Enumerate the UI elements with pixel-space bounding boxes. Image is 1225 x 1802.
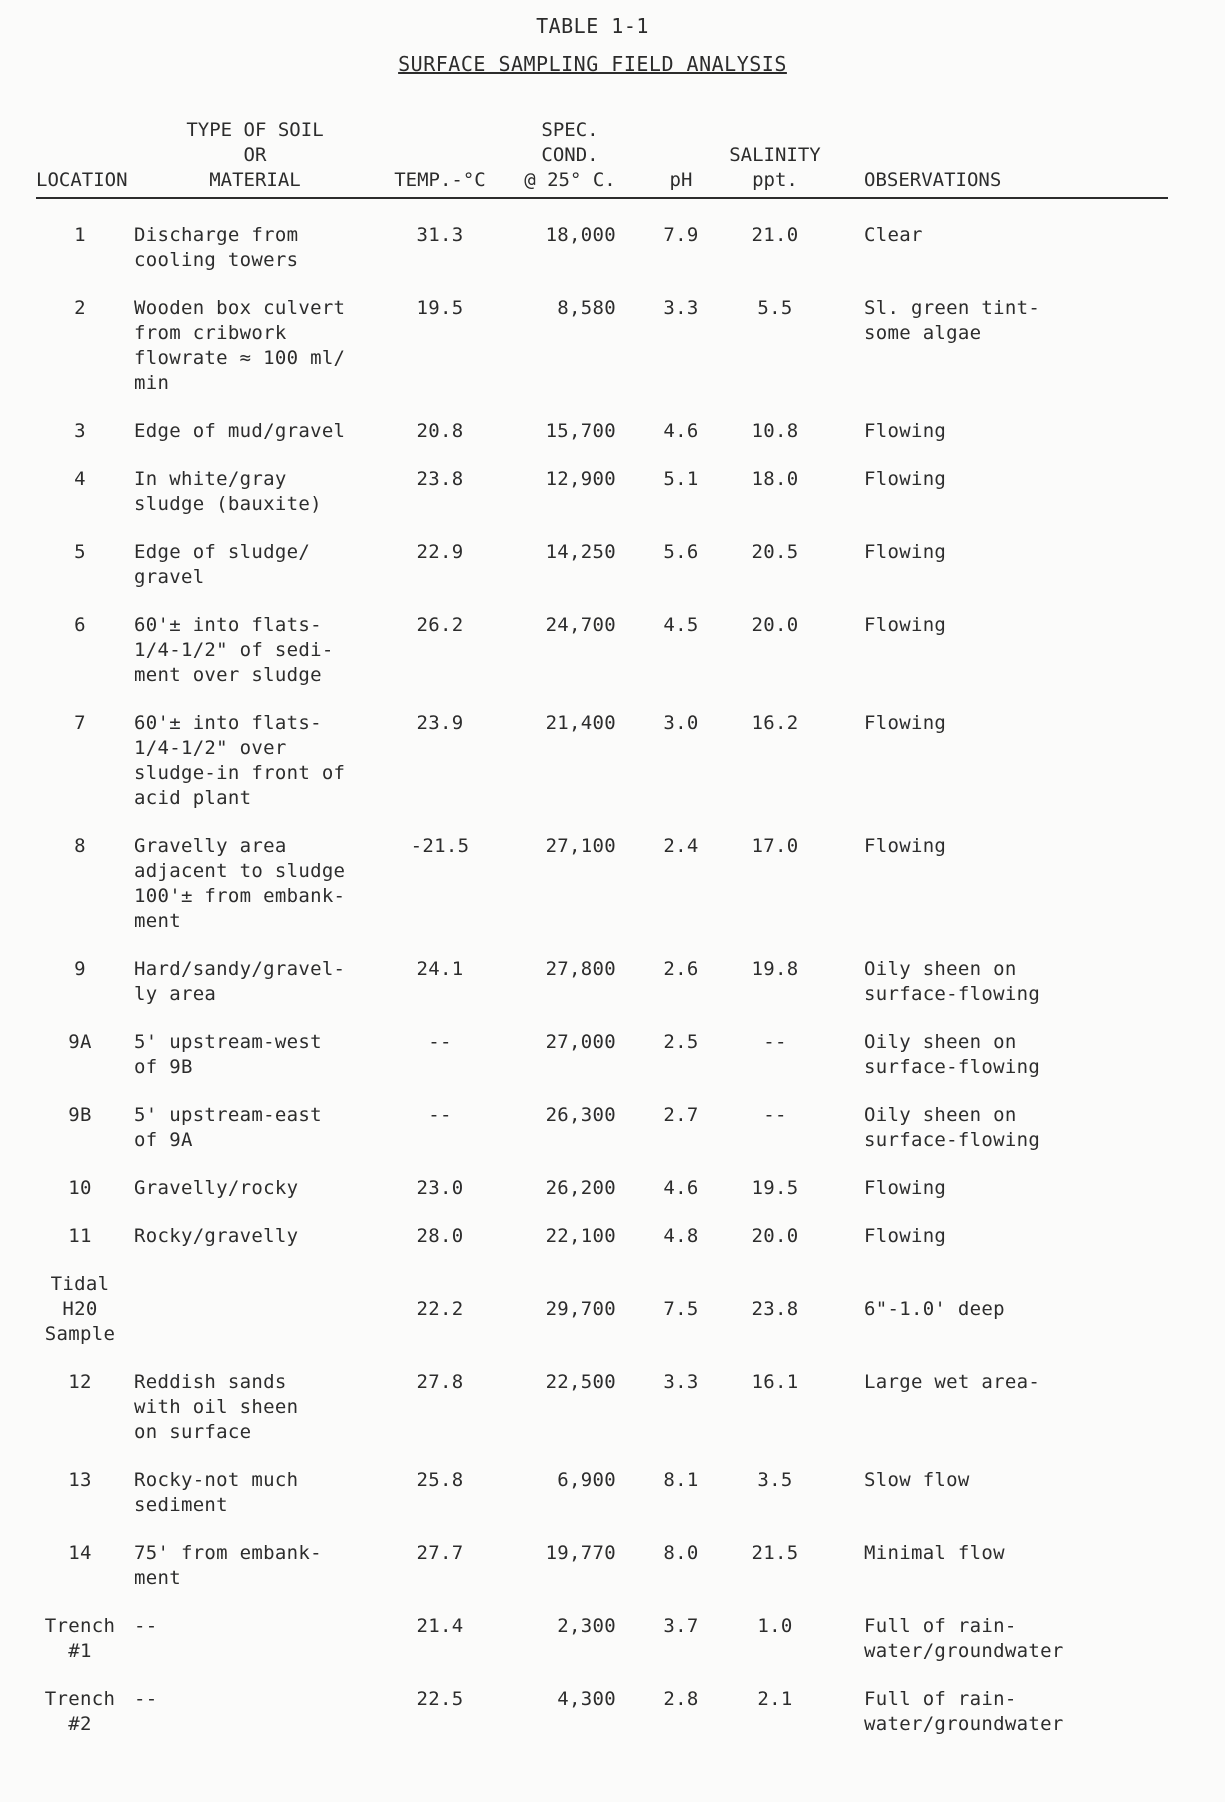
header-salinity: SALINITY ppt. (716, 118, 834, 198)
cell-conductivity: 8,580 (557, 297, 616, 319)
cell-conductivity: 29,700 (545, 1298, 616, 1320)
cell-ph: 4.6 (663, 1177, 699, 1199)
cell-salinity: 20.0 (751, 614, 799, 636)
cell-conductivity: 14,250 (545, 541, 616, 563)
cell-temp: -21.5 (410, 835, 470, 857)
cell-observations: Clear (864, 224, 923, 246)
cell-temp: 25.8 (416, 1469, 464, 1491)
table-row (36, 1224, 1168, 1272)
cell-observations: Flowing (864, 541, 947, 563)
cell-temp: 22.2 (416, 1298, 464, 1320)
cell-ph: 3.0 (663, 712, 699, 734)
header-row (36, 118, 1168, 198)
cell-salinity: 20.0 (751, 1225, 799, 1247)
cell-salinity: 16.2 (751, 712, 799, 734)
cell-ph: 2.5 (663, 1031, 699, 1053)
cell-salinity: 21.0 (751, 224, 799, 246)
cell-location: 5 (74, 541, 86, 563)
cell-location: 9 (74, 958, 86, 980)
table-row (36, 1030, 1168, 1103)
cell-ph: 3.3 (663, 1371, 699, 1393)
cell-temp: 27.7 (416, 1542, 464, 1564)
table-row (36, 198, 1168, 296)
cell-material: Gravelly/rocky (134, 1177, 299, 1199)
cell-material: Rocky/gravelly (134, 1225, 299, 1247)
cell-temp: -- (428, 1104, 452, 1126)
cell-ph: 7.5 (663, 1298, 699, 1320)
cell-salinity: -- (763, 1031, 787, 1053)
cell-conductivity: 24,700 (545, 614, 616, 636)
cell-material: Rocky-not much sediment (134, 1469, 299, 1516)
header-material: TYPE OF SOIL OR MATERIAL (124, 118, 386, 198)
cell-material (124, 1272, 386, 1370)
cell-temp: 27.8 (416, 1371, 464, 1393)
cell-material: Discharge from cooling towers (134, 224, 299, 271)
cell-material: Hard/sandy/gravel- ly area (134, 958, 346, 1005)
cell-temp: 23.0 (416, 1177, 464, 1199)
table-row (36, 1614, 1168, 1687)
cell-location: 7 (74, 712, 86, 734)
cell-salinity: 21.5 (751, 1542, 799, 1564)
cell-temp: 24.1 (416, 958, 464, 980)
table-row (36, 1370, 1168, 1468)
cell-observations: Flowing (864, 468, 947, 490)
cell-material: 60'± into flats- 1/4-1/2" over sludge-in front of acid plant (134, 712, 346, 809)
cell-ph: 8.1 (663, 1469, 699, 1491)
header-ph: pH (646, 118, 716, 198)
cell-temp: 23.9 (416, 712, 464, 734)
table-row (36, 1272, 1168, 1370)
table-row (36, 957, 1168, 1030)
table-row (36, 1687, 1168, 1760)
cell-location: 6 (74, 614, 86, 636)
header-cond: SPEC. COND. @ 25° C. (494, 118, 646, 198)
cell-material: -- (134, 1688, 158, 1710)
header-location: LOCATION (36, 118, 124, 198)
table-title: TABLE 1-1 (536, 14, 649, 38)
cell-location: 3 (74, 420, 86, 442)
cell-location: Tidal H20 Sample (44, 1273, 116, 1345)
table-row (36, 419, 1168, 467)
cell-material: In white/gray sludge (bauxite) (134, 468, 322, 515)
cell-observations: Flowing (864, 1225, 947, 1247)
cell-temp: -- (428, 1031, 452, 1053)
cell-ph: 3.7 (663, 1615, 699, 1637)
cell-location: 8 (74, 835, 86, 857)
cell-material: Edge of mud/gravel (134, 420, 346, 442)
table-row (36, 1176, 1168, 1224)
cell-salinity: 19.5 (751, 1177, 799, 1199)
cell-observations: Full of rain- water/groundwater (864, 1615, 1064, 1662)
table-row (36, 1103, 1168, 1176)
cell-ph: 2.8 (663, 1688, 699, 1710)
table-row (36, 1468, 1168, 1541)
cell-location: 9B (68, 1104, 92, 1126)
cell-conductivity: 18,000 (545, 224, 616, 246)
cell-ph: 5.1 (663, 468, 699, 490)
cell-observations: Minimal flow (864, 1542, 1005, 1564)
table-row (36, 834, 1168, 957)
table-row (36, 296, 1168, 419)
cell-location: Trench #1 (44, 1615, 116, 1662)
cell-observations: Flowing (864, 420, 947, 442)
cell-conductivity: 22,500 (545, 1371, 616, 1393)
cell-salinity: 3.5 (757, 1469, 793, 1491)
cell-conductivity: 19,770 (545, 1542, 616, 1564)
cell-ph: 4.5 (663, 614, 699, 636)
cell-salinity: -- (763, 1104, 787, 1126)
table-row (36, 540, 1168, 613)
cell-location: 11 (68, 1225, 92, 1247)
cell-material: Edge of sludge/ gravel (134, 541, 311, 588)
cell-material: 60'± into flats- 1/4-1/2" of sedi- ment over sludge (134, 614, 334, 686)
cell-location: 10 (68, 1177, 92, 1199)
cell-ph: 3.3 (663, 297, 699, 319)
cell-observations: Full of rain- water/groundwater (864, 1688, 1064, 1735)
header-temp: TEMP.-°C (386, 118, 494, 198)
cell-salinity: 17.0 (751, 835, 799, 857)
cell-ph: 7.9 (663, 224, 699, 246)
table-row (36, 711, 1168, 834)
table-row (36, 613, 1168, 711)
cell-salinity: 1.0 (757, 1615, 793, 1637)
cell-material: 5' upstream-east of 9A (134, 1104, 322, 1151)
cell-conductivity: 27,100 (545, 835, 616, 857)
cell-location: 4 (74, 468, 86, 490)
cell-salinity: 5.5 (757, 297, 793, 319)
cell-ph: 2.4 (663, 835, 699, 857)
cell-conductivity: 26,300 (545, 1104, 616, 1126)
cell-material: -- (134, 1615, 158, 1637)
cell-observations: Flowing (864, 614, 947, 636)
cell-temp: 19.5 (416, 297, 464, 319)
cell-material: Gravelly area adjacent to sludge 100'± from embank- ment (134, 835, 346, 932)
cell-salinity: 18.0 (751, 468, 799, 490)
cell-observations: Slow flow (864, 1469, 970, 1491)
cell-temp: 26.2 (416, 614, 464, 636)
cell-conductivity: 12,900 (545, 468, 616, 490)
cell-ph: 4.6 (663, 420, 699, 442)
cell-observations: Flowing (864, 835, 947, 857)
table-row (36, 467, 1168, 540)
cell-salinity: 23.8 (751, 1298, 799, 1320)
table-subtitle: SURFACE SAMPLING FIELD ANALYSIS (398, 52, 787, 76)
cell-material: Wooden box culvert from cribwork flowrate ≈ 100 ml/ min (134, 297, 346, 394)
cell-material: Reddish sands with oil sheen on surface (134, 1371, 299, 1443)
cell-conductivity: 27,800 (545, 958, 616, 980)
cell-location: 9A (68, 1031, 92, 1053)
cell-temp: 23.8 (416, 468, 464, 490)
cell-temp: 28.0 (416, 1225, 464, 1247)
cell-observations: Flowing (864, 1177, 947, 1199)
cell-observations: Large wet area- (864, 1371, 1041, 1393)
cell-salinity: 10.8 (751, 420, 799, 442)
cell-observations: Oily sheen on surface-flowing (864, 1031, 1041, 1078)
cell-conductivity: 27,000 (545, 1031, 616, 1053)
cell-salinity: 19.8 (751, 958, 799, 980)
cell-location: 2 (74, 297, 86, 319)
cell-conductivity: 15,700 (545, 420, 616, 442)
cell-location: 1 (74, 224, 86, 246)
cell-temp: 21.4 (416, 1615, 464, 1637)
cell-temp: 22.9 (416, 541, 464, 563)
cell-location: Trench #2 (44, 1688, 116, 1735)
cell-location: 12 (68, 1371, 92, 1393)
cell-salinity: 16.1 (751, 1371, 799, 1393)
cell-conductivity: 2,300 (557, 1615, 616, 1637)
cell-ph: 2.6 (663, 958, 699, 980)
cell-ph: 5.6 (663, 541, 699, 563)
cell-salinity: 2.1 (757, 1688, 793, 1710)
cell-observations: 6"-1.0' deep (864, 1298, 1005, 1320)
cell-ph: 4.8 (663, 1225, 699, 1247)
cell-observations: Oily sheen on surface-flowing (864, 958, 1041, 1005)
cell-conductivity: 26,200 (545, 1177, 616, 1199)
cell-ph: 8.0 (663, 1542, 699, 1564)
cell-observations: Sl. green tint- some algae (864, 297, 1041, 344)
cell-observations: Oily sheen on surface-flowing (864, 1104, 1041, 1151)
cell-conductivity: 4,300 (557, 1688, 616, 1710)
cell-temp: 20.8 (416, 420, 464, 442)
sampling-table (36, 118, 1168, 1760)
cell-temp: 31.3 (416, 224, 464, 246)
cell-salinity: 20.5 (751, 541, 799, 563)
cell-conductivity: 6,900 (557, 1469, 616, 1491)
cell-ph: 2.7 (663, 1104, 699, 1126)
cell-material: 75' from embank- ment (134, 1542, 322, 1589)
cell-material: 5' upstream-west of 9B (134, 1031, 322, 1078)
cell-conductivity: 21,400 (545, 712, 616, 734)
header-observations: OBSERVATIONS (834, 118, 1168, 198)
cell-conductivity: 22,100 (545, 1225, 616, 1247)
table-row (36, 1541, 1168, 1614)
cell-temp: 22.5 (416, 1688, 464, 1710)
cell-observations: Flowing (864, 712, 947, 734)
cell-location: 13 (68, 1469, 92, 1491)
cell-location: 14 (68, 1542, 92, 1564)
